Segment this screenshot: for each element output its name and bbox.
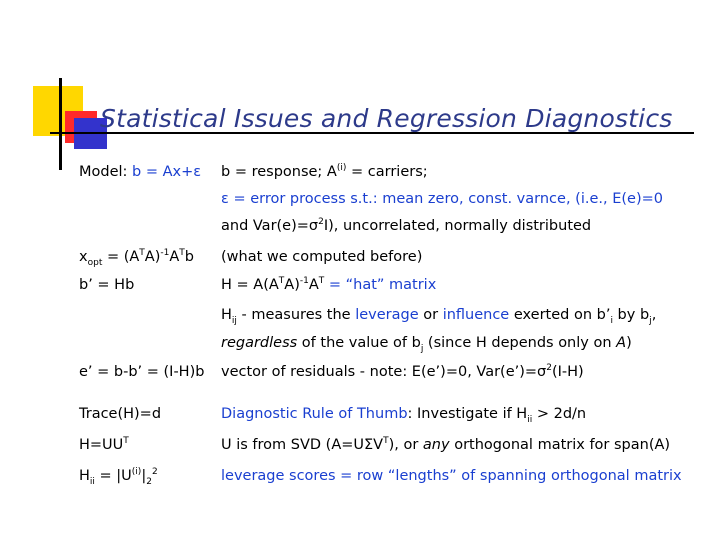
residual-description: vector of residuals - note: E(e’)=0, $Var(e’)=\sigma^2(I-H)$ [221, 363, 584, 380]
model-definitions-line-3: and $Var(e)=\sigma^2I$), uncorrelated, normally distributed [221, 217, 592, 234]
residual-formula: e’ = b-b’ = (I-H)b [79, 364, 205, 380]
model-definitions-line-1: b = response; $A^{(i)}$ = carriers; [221, 163, 428, 180]
bprime-formula: b’ = Hb [79, 277, 135, 293]
hij-description: $H_{ij}$ - measures the leverage or influence exerted on $b’_i$ by $b_j$, [221, 307, 657, 326]
xopt-note: (what we computed before) [221, 249, 423, 265]
svd-note: U is from SVD $(A=U\Sigma V^T)$, or any orthogonal matrix for span(A) [221, 436, 671, 453]
huu-formula: $H=UU^T$ [79, 436, 129, 453]
hii-formula: $H_{ii} = |U^{(i)}|_2^2$ [79, 467, 158, 487]
leverage-scores-note: leverage scores = row “lengths” of spanning orthogonal matrix [221, 468, 682, 484]
trace-formula: Trace(H)=d [79, 406, 162, 422]
hat-matrix-definition: $H = A(A^TA)^{-1}A^T$ = “hat” matrix [221, 276, 437, 293]
slide-title: Statistical Issues and Regression Diagnostics [100, 104, 673, 133]
xopt-formula: $x_{opt} = (A^TA)^{-1}A^Tb$ [79, 248, 194, 268]
model-definitions-line-2: ε = error process s.t.: mean zero, const. varnce, (i.e., E(e)=0 [221, 191, 663, 207]
decor-vertical-line [59, 78, 62, 170]
rule-of-thumb: Diagnostic Rule of Thumb: Investigate if $H_{ii} > 2d/n$ [221, 406, 587, 425]
regardless-note: regardless of the value of $b_j$ (since H depends only on A) [221, 335, 632, 354]
model-label: Model: b = Ax+ε [79, 164, 202, 180]
